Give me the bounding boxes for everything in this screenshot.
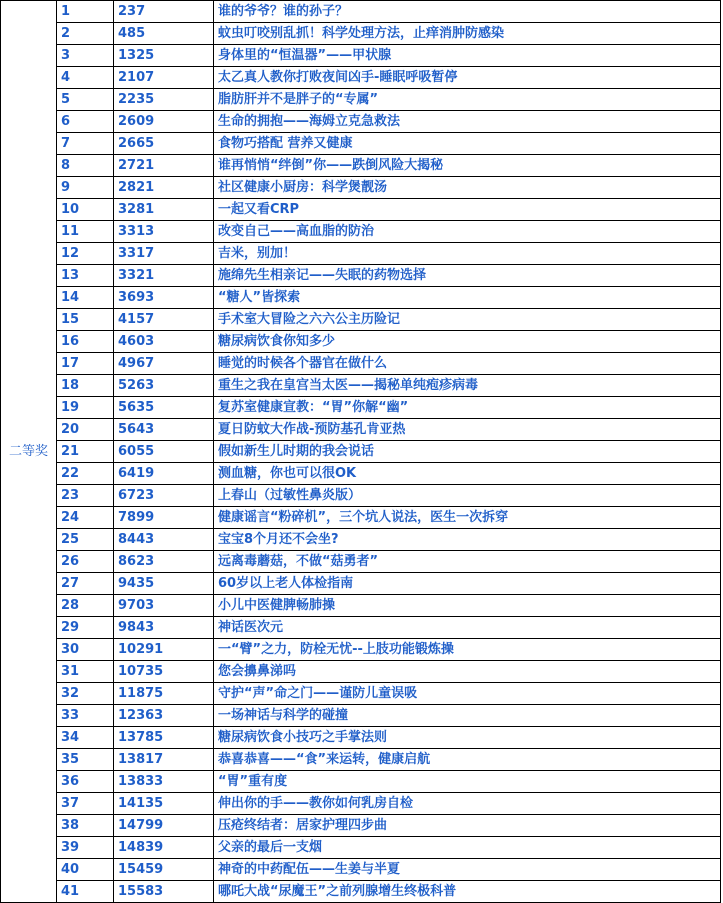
entry-code: 11875 [114, 683, 214, 705]
entry-code: 6055 [114, 441, 214, 463]
table-row [1, 485, 721, 507]
entry-code: 237 [114, 1, 214, 23]
entry-code: 13817 [114, 749, 214, 771]
row-number: 24 [57, 507, 114, 529]
row-number: 40 [57, 859, 114, 881]
row-number: 12 [57, 243, 114, 265]
entry-title: 手术室大冒险之六六公主历险记 [214, 309, 721, 331]
row-number: 29 [57, 617, 114, 639]
table-row [1, 199, 721, 221]
table-row [1, 551, 721, 573]
entry-code: 4603 [114, 331, 214, 353]
entry-title: 糖尿病饮食你知多少 [214, 331, 721, 353]
table-row [1, 881, 721, 903]
entry-code: 15459 [114, 859, 214, 881]
entry-code: 3281 [114, 199, 214, 221]
entry-title: 神奇的中药配伍——生姜与半夏 [214, 859, 721, 881]
entry-code: 10735 [114, 661, 214, 683]
table-row [1, 375, 721, 397]
entry-title: 夏日防蚊大作战-预防基孔肯亚热 [214, 419, 721, 441]
entry-title: 宝宝8个月还不会坐? [214, 529, 721, 551]
table-row [1, 617, 721, 639]
table-row [1, 727, 721, 749]
entry-title: 测血糖，你也可以很OK [214, 463, 721, 485]
table-row [1, 67, 721, 89]
row-number: 19 [57, 397, 114, 419]
table-row [1, 507, 721, 529]
table-row [1, 661, 721, 683]
award-level-cell: 二等奖 [1, 1, 57, 903]
row-number: 13 [57, 265, 114, 287]
entry-code: 4157 [114, 309, 214, 331]
entry-title: 小儿中医健脾畅肺操 [214, 595, 721, 617]
row-number: 16 [57, 331, 114, 353]
entry-code: 9703 [114, 595, 214, 617]
entry-title: 改变自己——高血脂的防治 [214, 221, 721, 243]
row-number: 17 [57, 353, 114, 375]
entry-code: 14839 [114, 837, 214, 859]
row-number: 4 [57, 67, 114, 89]
entry-code: 2821 [114, 177, 214, 199]
table-row [1, 749, 721, 771]
entry-title: 一场神话与科学的碰撞 [214, 705, 721, 727]
entry-title: 生命的拥抱——海姆立克急救法 [214, 111, 721, 133]
entry-code: 5635 [114, 397, 214, 419]
entry-code: 485 [114, 23, 214, 45]
table-row [1, 573, 721, 595]
row-number: 27 [57, 573, 114, 595]
row-number: 9 [57, 177, 114, 199]
row-number: 36 [57, 771, 114, 793]
row-number: 14 [57, 287, 114, 309]
entry-title: 吉米，别加！ [214, 243, 721, 265]
entry-code: 1325 [114, 45, 214, 67]
entry-title: 健康谣言“粉碎机”，三个坑人说法，医生一次拆穿 [214, 507, 721, 529]
table-row [1, 45, 721, 67]
entry-code: 15583 [114, 881, 214, 903]
entry-code: 6419 [114, 463, 214, 485]
row-number: 35 [57, 749, 114, 771]
table-row [1, 771, 721, 793]
entry-code: 5643 [114, 419, 214, 441]
table-row [1, 221, 721, 243]
row-number: 7 [57, 133, 114, 155]
entry-title: 脂肪肝并不是胖子的“专属” [214, 89, 721, 111]
entry-title: 假如新生儿时期的我会说话 [214, 441, 721, 463]
row-number: 28 [57, 595, 114, 617]
award-table-body [1, 1, 721, 903]
entry-title: 太乙真人教你打败夜间凶手-睡眠呼吸暂停 [214, 67, 721, 89]
entry-code: 7899 [114, 507, 214, 529]
row-number: 15 [57, 309, 114, 331]
entry-title: 神话医次元 [214, 617, 721, 639]
row-number: 5 [57, 89, 114, 111]
entry-code: 3313 [114, 221, 214, 243]
row-number: 23 [57, 485, 114, 507]
row-number: 11 [57, 221, 114, 243]
table-row [1, 243, 721, 265]
entry-title: “糖人”皆探索 [214, 287, 721, 309]
entry-title: 身体里的“恒温器”——甲状腺 [214, 45, 721, 67]
table-row [1, 595, 721, 617]
entry-code: 9843 [114, 617, 214, 639]
entry-title: 一起又看CRP [214, 199, 721, 221]
entry-title: 一“臂”之力，防栓无忧--上肢功能锻炼操 [214, 639, 721, 661]
entry-code: 14799 [114, 815, 214, 837]
row-number: 34 [57, 727, 114, 749]
table-row [1, 111, 721, 133]
entry-title: 蚊虫叮咬别乱抓！科学处理方法，止痒消肿防感染 [214, 23, 721, 45]
entry-code: 4967 [114, 353, 214, 375]
row-number: 20 [57, 419, 114, 441]
entry-code: 2107 [114, 67, 214, 89]
entry-code: 2665 [114, 133, 214, 155]
table-row [1, 309, 721, 331]
row-number: 10 [57, 199, 114, 221]
table-row [1, 353, 721, 375]
entry-title: 食物巧搭配 营养又健康 [214, 133, 721, 155]
entry-code: 2609 [114, 111, 214, 133]
entry-code: 2721 [114, 155, 214, 177]
entry-code: 8443 [114, 529, 214, 551]
entry-title: 糖尿病饮食小技巧之手掌法则 [214, 727, 721, 749]
row-number: 41 [57, 881, 114, 903]
table-row [1, 837, 721, 859]
entry-title: 施绵先生相亲记——失眠的药物选择 [214, 265, 721, 287]
row-number: 8 [57, 155, 114, 177]
entry-code: 8623 [114, 551, 214, 573]
table-row [1, 815, 721, 837]
table-row [1, 155, 721, 177]
row-number: 31 [57, 661, 114, 683]
entry-code: 2235 [114, 89, 214, 111]
table-row [1, 441, 721, 463]
table-row [1, 639, 721, 661]
entry-title: 睡觉的时候各个器官在做什么 [214, 353, 721, 375]
row-number: 32 [57, 683, 114, 705]
row-number: 39 [57, 837, 114, 859]
entry-title: 谁再悄悄“绊倒”你——跌倒风险大揭秘 [214, 155, 721, 177]
entry-title: 复苏室健康宣教：“胃”你解“幽” [214, 397, 721, 419]
entry-code: 3317 [114, 243, 214, 265]
entry-code: 10291 [114, 639, 214, 661]
table-row [1, 331, 721, 353]
entry-code: 12363 [114, 705, 214, 727]
row-number: 22 [57, 463, 114, 485]
table-row [1, 287, 721, 309]
entry-title: 社区健康小厨房：科学煲靓汤 [214, 177, 721, 199]
entry-title: “胃”重有度 [214, 771, 721, 793]
entry-code: 5263 [114, 375, 214, 397]
entry-code: 3693 [114, 287, 214, 309]
entry-title: 上春山（过敏性鼻炎版） [214, 485, 721, 507]
entry-code: 13785 [114, 727, 214, 749]
entry-title: 谁的爷爷？谁的孙子？ [214, 1, 721, 23]
entry-title: 恭喜恭喜——“食”来运转，健康启航 [214, 749, 721, 771]
entry-title: 重生之我在皇宫当太医——揭秘单纯疱疹病毒 [214, 375, 721, 397]
entry-code: 13833 [114, 771, 214, 793]
table-row [1, 419, 721, 441]
row-number: 33 [57, 705, 114, 727]
row-number: 1 [57, 1, 114, 23]
table-row [1, 463, 721, 485]
entry-title: 您会擤鼻涕吗 [214, 661, 721, 683]
table-row [1, 1, 721, 23]
entry-title: 压疮终结者：居家护理四步曲 [214, 815, 721, 837]
table-row [1, 89, 721, 111]
row-number: 25 [57, 529, 114, 551]
table-row [1, 23, 721, 45]
table-row [1, 265, 721, 287]
table-row [1, 177, 721, 199]
entry-title: 伸出你的手——教你如何乳房自检 [214, 793, 721, 815]
table-row [1, 793, 721, 815]
entry-title: 父亲的最后一支烟 [214, 837, 721, 859]
row-number: 18 [57, 375, 114, 397]
entry-title: 守护“声”命之门——谨防儿童误吸 [214, 683, 721, 705]
row-number: 37 [57, 793, 114, 815]
row-number: 6 [57, 111, 114, 133]
row-number: 2 [57, 23, 114, 45]
row-number: 30 [57, 639, 114, 661]
table-row [1, 705, 721, 727]
entry-title: 哪吒大战“尿魔王”之前列腺增生终极科普 [214, 881, 721, 903]
table-row [1, 529, 721, 551]
table-row [1, 133, 721, 155]
entry-code: 14135 [114, 793, 214, 815]
row-number: 21 [57, 441, 114, 463]
row-number: 38 [57, 815, 114, 837]
row-number: 26 [57, 551, 114, 573]
table-row [1, 397, 721, 419]
table-row [1, 683, 721, 705]
row-number: 3 [57, 45, 114, 67]
entry-title: 远离毒蘑菇，不做“菇勇者” [214, 551, 721, 573]
table-row [1, 859, 721, 881]
entry-code: 3321 [114, 265, 214, 287]
entry-code: 6723 [114, 485, 214, 507]
entry-code: 9435 [114, 573, 214, 595]
entry-title: 60岁以上老人体检指南 [214, 573, 721, 595]
